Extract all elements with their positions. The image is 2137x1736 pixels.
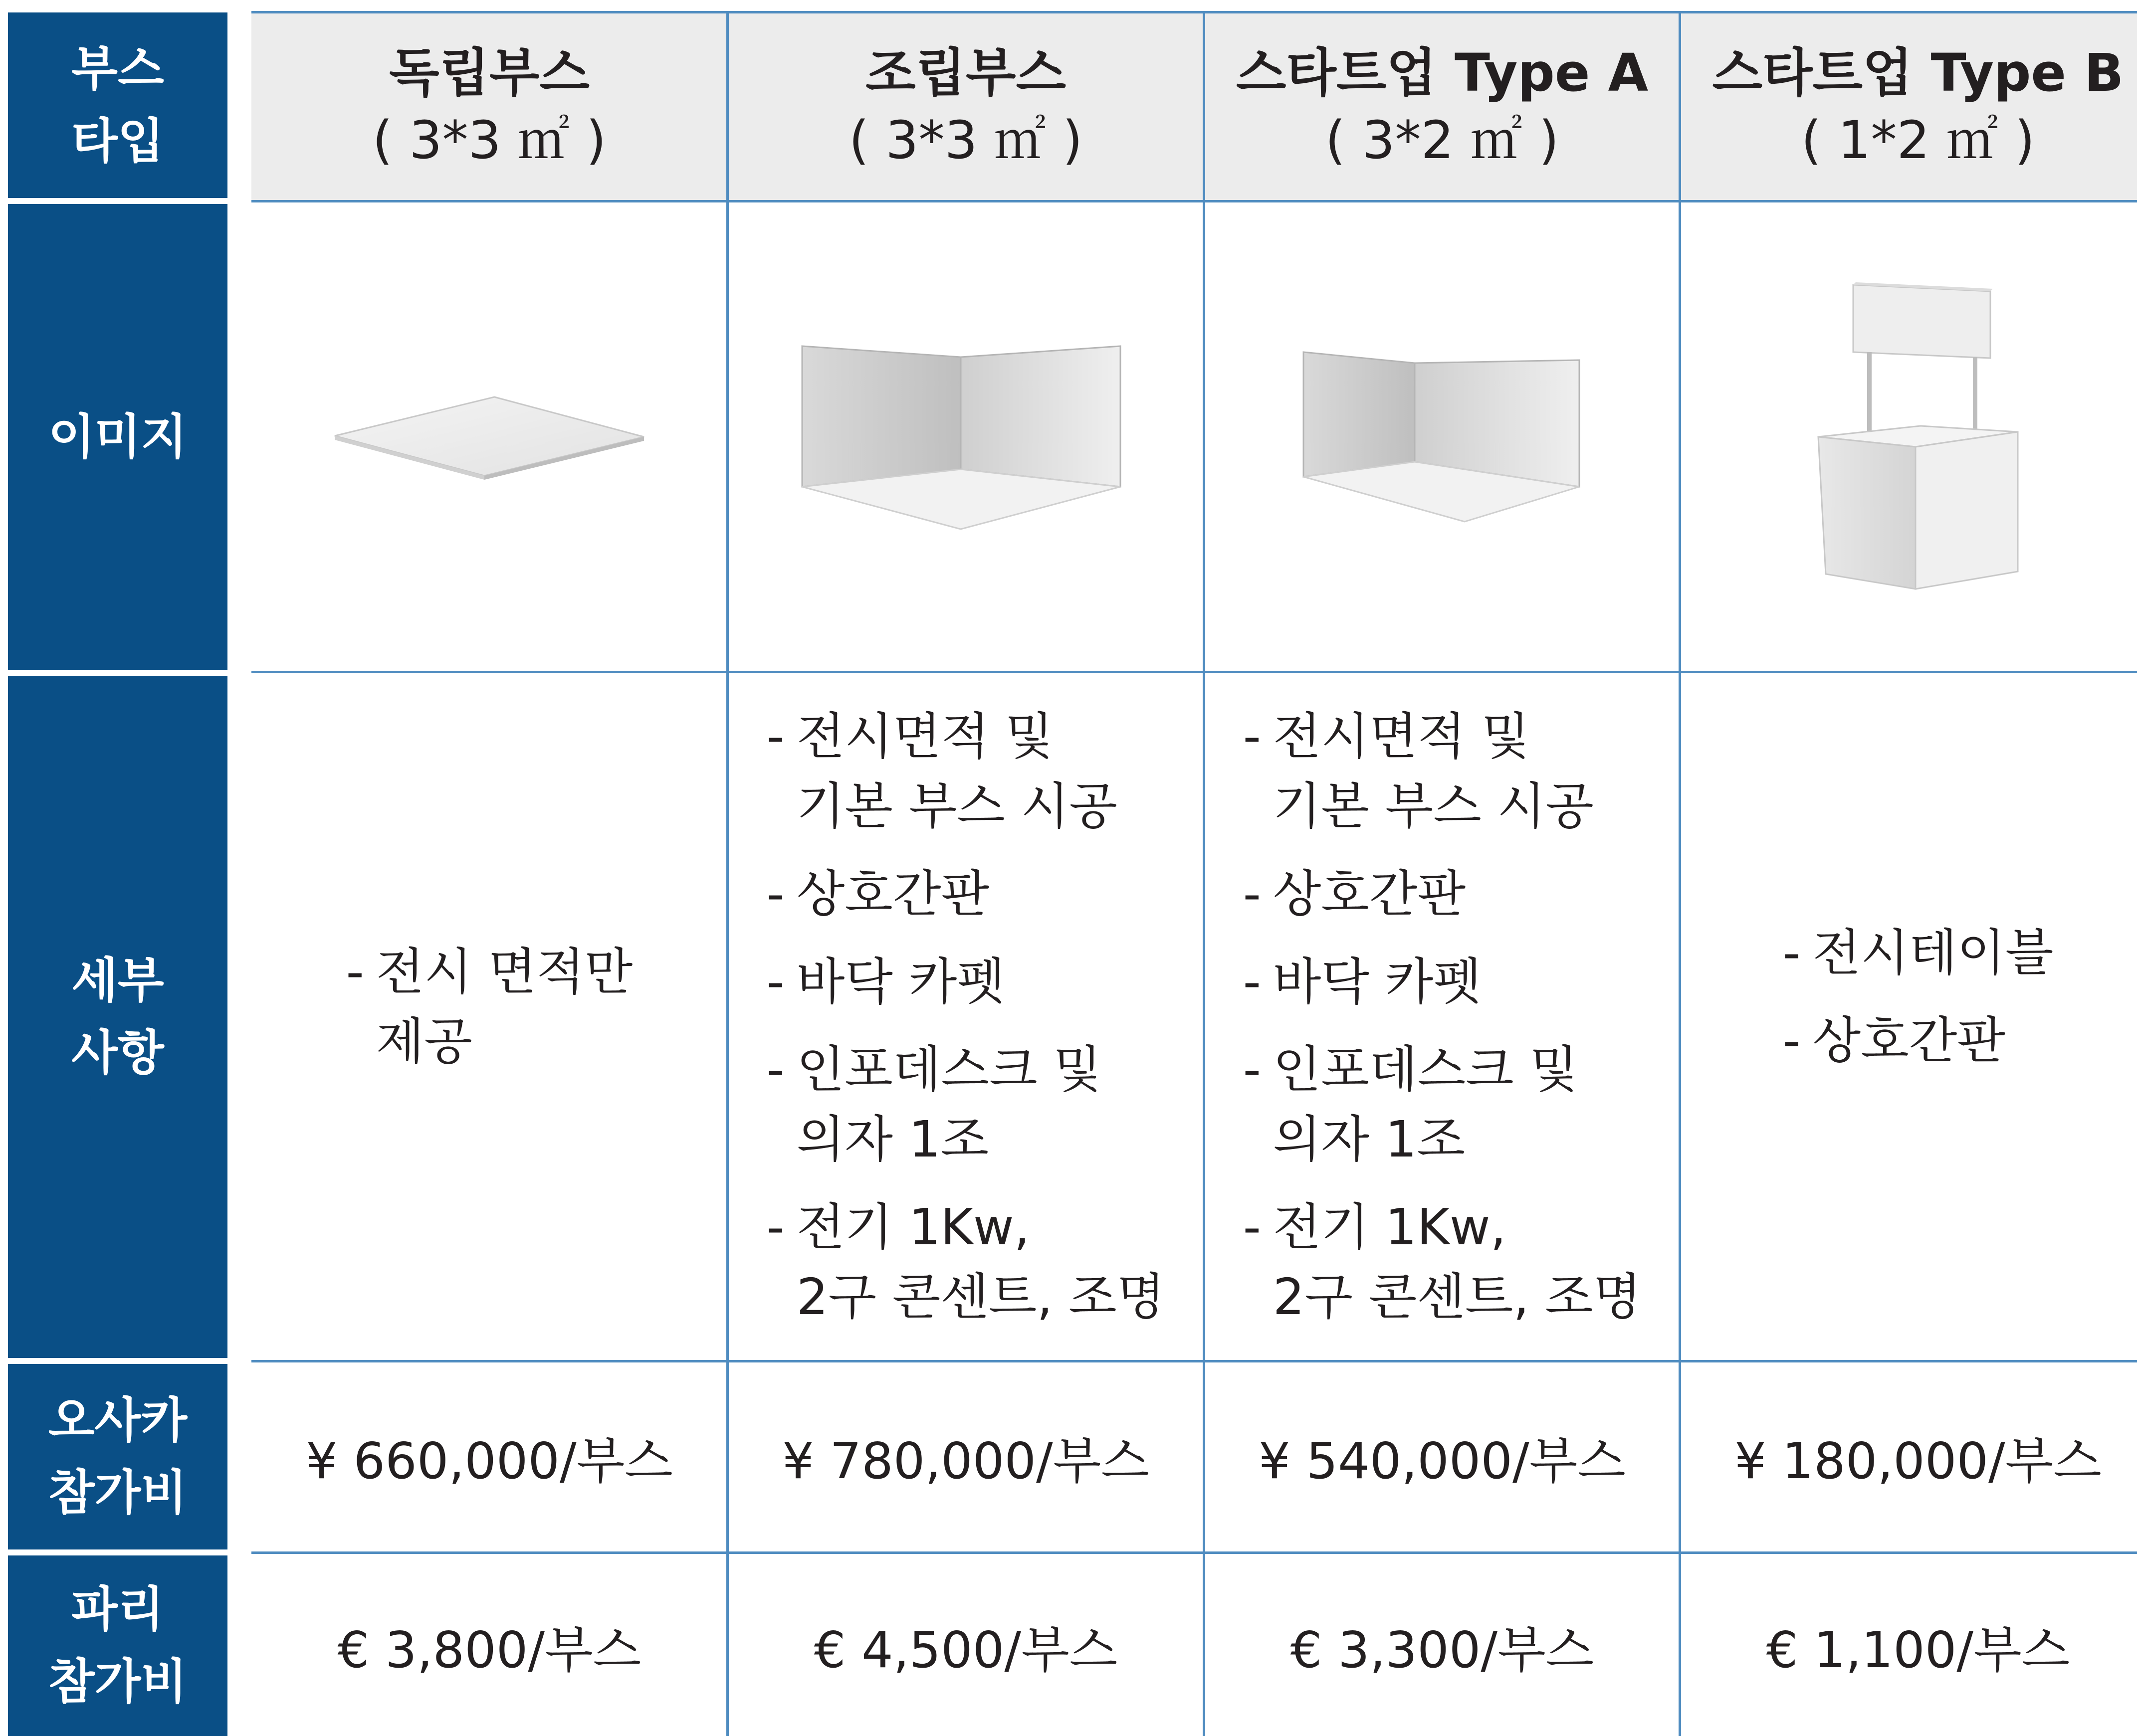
details-list	[346, 937, 633, 1077]
details-item	[346, 937, 633, 1077]
details-list	[1783, 918, 2054, 1076]
details-text: 바닥 카펫	[796, 953, 1005, 1011]
row-header-details-line2: 사항	[71, 1025, 164, 1081]
column-name: 독립부스	[389, 42, 590, 103]
price-text: € 3,300/부스	[1290, 1621, 1594, 1679]
details-text: 전시 면적만 제공	[376, 943, 633, 1071]
details-item	[1783, 1006, 2054, 1076]
price-text: € 1,100/부스	[1766, 1621, 2070, 1679]
column-size: ( 1*2 ㎡ )	[1801, 110, 2035, 171]
small-corner-booth-icon	[1297, 342, 1587, 532]
image-cell-startup-b	[1680, 204, 2137, 670]
row-header-osaka-line1: 오사카	[48, 1392, 188, 1448]
row-header-paris-line2: 참가비	[48, 1654, 188, 1710]
details-text: 상호간판	[796, 865, 990, 923]
osaka-price-startup-a	[1204, 1364, 1680, 1549]
dash: -	[346, 943, 364, 1001]
row-header-booth-type-line2: 타입	[71, 113, 164, 169]
osaka-price-assembled	[728, 1364, 1204, 1549]
details-text: 인포데스크 및 의자 1조	[1273, 1040, 1578, 1168]
details-item	[1243, 702, 1642, 841]
row-header-booth-type	[8, 12, 227, 198]
details-cell-startup-a	[1204, 676, 1680, 1358]
details-text: 전기 1Kw, 2구 콘센트, 조명	[796, 1198, 1165, 1326]
row-header-details-line1: 세부	[71, 953, 164, 1008]
details-text: 인포데스크 및 의자 1조	[796, 1040, 1102, 1168]
details-item	[767, 702, 1165, 841]
details-cell-assembled	[728, 676, 1204, 1358]
price-text: ¥ 180,000/부스	[1734, 1432, 2102, 1490]
details-text: 전기 1Kw, 2구 콘센트, 조명	[1273, 1198, 1642, 1326]
row-header-details	[8, 676, 227, 1358]
details-item	[767, 859, 1165, 929]
row-header-osaka-line2: 참가비	[48, 1465, 188, 1521]
details-item	[1243, 1035, 1642, 1174]
details-cell-startup-b	[1680, 676, 2137, 1358]
grid-line-3	[251, 1360, 2137, 1362]
details-item	[767, 947, 1165, 1017]
row-header-paris-line1: 파리	[71, 1581, 164, 1637]
details-list	[1243, 702, 1642, 1332]
column-header-startup-type-a	[1204, 12, 1680, 201]
column-size: ( 3*3 ㎡ )	[372, 110, 607, 171]
details-text: 상호간판	[1273, 865, 1466, 923]
details-item	[1243, 1192, 1642, 1332]
details-item	[767, 1192, 1165, 1332]
dash: -	[1243, 953, 1261, 1011]
dash: -	[766, 865, 785, 923]
details-item	[1243, 859, 1642, 929]
paris-price-independent	[251, 1555, 727, 1736]
dash: -	[766, 1040, 785, 1099]
details-list	[767, 702, 1165, 1332]
dash: -	[1243, 1040, 1261, 1099]
image-cell-startup-a	[1204, 204, 1680, 670]
osaka-price-startup-b	[1680, 1364, 2137, 1549]
paris-price-startup-b	[1680, 1555, 2137, 1736]
dash: -	[1782, 924, 1801, 982]
column-name: 스타트업 Type B	[1712, 42, 2124, 103]
column-size: ( 3*3 ㎡ )	[849, 110, 1083, 171]
row-header-image-label: 이미지	[48, 408, 188, 465]
dash: -	[766, 1198, 785, 1256]
dash: -	[1243, 707, 1261, 766]
details-text: 상호간판	[1812, 1011, 2005, 1070]
column-size: ( 3*2 ㎡ )	[1325, 110, 1559, 171]
dash: -	[1782, 1011, 1801, 1070]
dash: -	[766, 953, 785, 1011]
details-item	[1243, 947, 1642, 1017]
price-text: € 4,500/부스	[814, 1621, 1118, 1679]
grid-line-2	[251, 671, 2137, 673]
paris-price-assembled	[728, 1555, 1204, 1736]
image-cell-independent	[251, 204, 727, 670]
details-text: 전시면적 및 기본 부스 시공	[796, 707, 1117, 835]
details-text: 전시테이블	[1812, 924, 2054, 982]
column-name: 스타트업 Type A	[1236, 42, 1649, 103]
counter-stand-icon	[1808, 277, 2028, 596]
paris-price-startup-a	[1204, 1555, 1680, 1736]
grid-line-4	[251, 1551, 2137, 1554]
dash: -	[1243, 865, 1261, 923]
column-header-assembled-booth	[728, 12, 1204, 201]
row-header-image	[8, 204, 227, 670]
price-text: ¥ 660,000/부스	[306, 1432, 673, 1490]
column-name: 조립부스	[865, 42, 1066, 103]
column-header-independent-booth	[251, 12, 727, 201]
osaka-price-independent	[251, 1364, 727, 1549]
floor-plate-icon	[315, 387, 664, 487]
column-header-startup-type-b	[1680, 12, 2137, 201]
row-header-booth-type-line1: 부스	[71, 41, 164, 97]
details-cell-independent	[251, 676, 727, 1358]
price-text: ¥ 780,000/부스	[782, 1432, 1149, 1490]
details-item	[767, 1035, 1165, 1174]
price-text: ¥ 540,000/부스	[1259, 1432, 1626, 1490]
row-header-osaka-fee	[8, 1364, 227, 1549]
details-text: 바닥 카펫	[1273, 953, 1482, 1011]
details-text: 전시면적 및 기본 부스 시공	[1273, 707, 1594, 835]
image-cell-assembled	[728, 204, 1204, 670]
dash: -	[766, 707, 785, 766]
dash: -	[1243, 1198, 1261, 1256]
details-item	[1783, 918, 2054, 988]
corner-booth-icon	[796, 337, 1135, 537]
price-text: € 3,800/부스	[337, 1621, 641, 1679]
row-header-paris-fee	[8, 1555, 227, 1736]
